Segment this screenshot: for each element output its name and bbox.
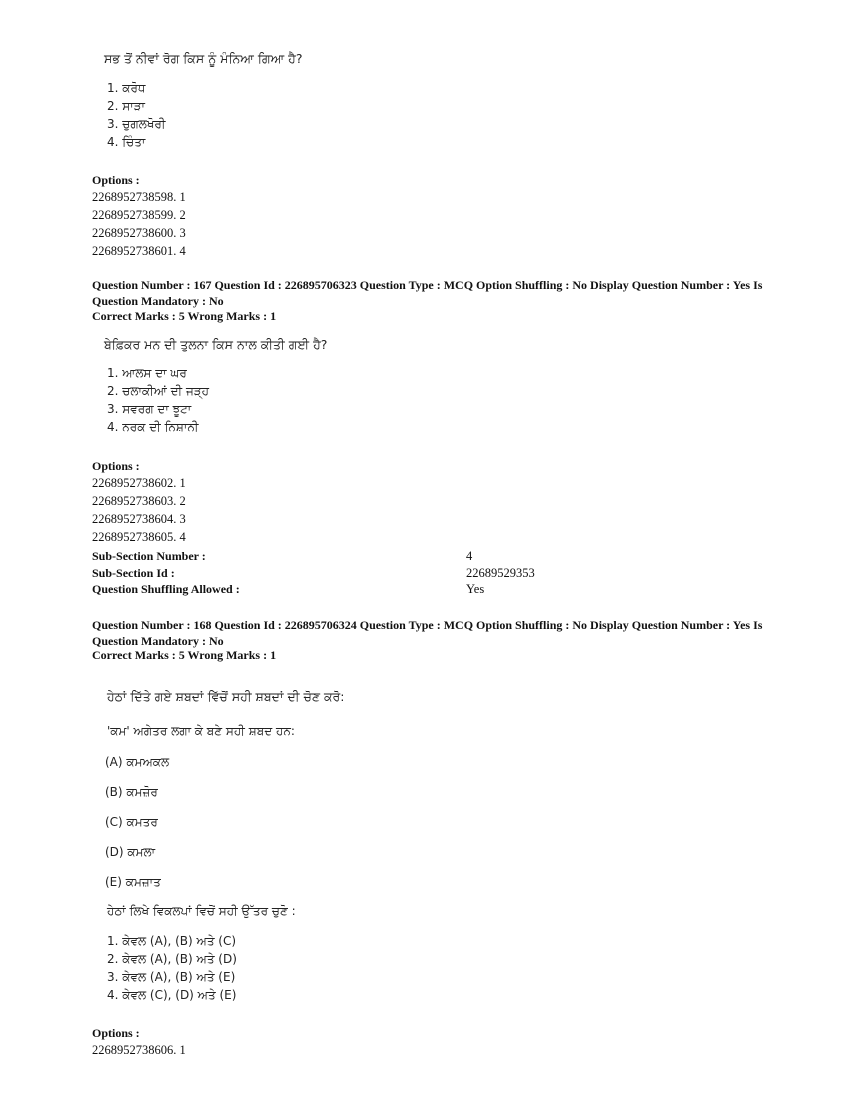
subsection-number-label: Sub-Section Number :: [92, 549, 206, 563]
q166-option-id-3: 2268952738600. 3: [92, 226, 186, 240]
q167-option-id-3: 2268952738604. 3: [92, 512, 186, 526]
subsection-number-value: 4: [466, 549, 473, 563]
q167-choice-3: 3. ਸਵਰਗ ਦਾ ਝੂਟਾ: [107, 402, 192, 416]
q168-item-c: (C) ਕਮਤਰ: [105, 815, 158, 829]
q167-option-id-2: 2268952738603. 2: [92, 494, 186, 508]
q167-choice-4: 4. ਨਰਕ ਦੀ ਨਿਸ਼ਾਨੀ: [107, 420, 199, 434]
q168-item-b: (B) ਕਮਜ਼ੋਰ: [105, 785, 158, 799]
q168-choice-4: 4. ਕੇਵਲ (C), (D) ਅਤੇ (E): [107, 988, 237, 1002]
q166-choice-2: 2. ਸਾੜਾ: [107, 99, 145, 113]
q166-choice-4: 4. ਚਿੰਤਾ: [107, 135, 146, 149]
q168-options-label: Options :: [92, 1026, 140, 1040]
question-shuffling-label: Question Shuffling Allowed :: [92, 582, 240, 596]
q167-choice-1: 1. ਆਲਸ ਦਾ ਘਰ: [107, 366, 187, 380]
q167-marks: Correct Marks : 5 Wrong Marks : 1: [92, 309, 277, 323]
q166-option-id-1: 2268952738598. 1: [92, 190, 186, 204]
q168-stem: 'ਕਮ' ਅਗੇਤਰ ਲਗਾ ਕੇ ਬਣੇ ਸਹੀ ਸ਼ਬਦ ਹਨ:: [107, 724, 295, 738]
q168-choice-2: 2. ਕੇਵਲ (A), (B) ਅਤੇ (D): [107, 952, 237, 966]
q168-prompt: ਹੇਠਾਂ ਲਿਖੇ ਵਿਕਲਪਾਂ ਵਿਚੋਂ ਸਹੀ ਉੱਤਰ ਚੁਣੋ :: [107, 904, 296, 918]
q167-options-label: Options :: [92, 459, 140, 473]
q168-option-id-1: 2268952738606. 1: [92, 1043, 186, 1057]
q168-choice-3: 3. ਕੇਵਲ (A), (B) ਅਤੇ (E): [107, 970, 236, 984]
q167-question-text: ਬੇਫ਼ਿਕਰ ਮਨ ਦੀ ਤੁਲਨਾ ਕਿਸ ਨਾਲ ਕੀਤੀ ਗਈ ਹੈ?: [104, 337, 328, 352]
q166-question-text: ਸਭ ਤੋਂ ਨੀਵਾਂ ਰੋਗ ਕਿਸ ਨੂੰ ਮੰਨਿਆ ਗਿਆ ਹੈ?: [104, 51, 303, 66]
q166-option-id-2: 2268952738599. 2: [92, 208, 186, 222]
q168-instruction: ਹੇਠਾਂ ਦਿੱਤੇ ਗਏ ਸ਼ਬਦਾਂ ਵਿੱਚੋਂ ਸਹੀ ਸ਼ਬਦਾਂ ਦੀ ਚੋਣ ਕਰੋ:: [107, 689, 345, 704]
subsection-id-label: Sub-Section Id :: [92, 566, 175, 580]
q167-meta: Question Number : 167 Question Id : 226895706323 Question Type : MCQ Option Shuffling : No Display Question Number : Yes Is Question Mandatory : No: [92, 278, 763, 308]
q168-item-e: (E) ਕਮਜ਼ਾਤ: [105, 875, 161, 889]
q168-item-d: (D) ਕਮਲਾ: [105, 845, 156, 859]
question-shuffling-value: Yes: [466, 582, 485, 596]
q167-option-id-1: 2268952738602. 1: [92, 476, 186, 490]
q168-meta: Question Number : 168 Question Id : 226895706324 Question Type : MCQ Option Shuffling : No Display Question Number : Yes Is Question Mandatory : No: [92, 618, 763, 648]
q166-option-id-4: 2268952738601. 4: [92, 244, 186, 258]
q167-option-id-4: 2268952738605. 4: [92, 530, 186, 544]
q166-choice-1: 1. ਕਰੋਧ: [107, 81, 146, 95]
subsection-id-value: 22689529353: [466, 566, 535, 580]
q166-choice-3: 3. ਚੁਗਲਖੋਰੀ: [107, 117, 166, 131]
q168-choice-1: 1. ਕੇਵਲ (A), (B) ਅਤੇ (C): [107, 934, 237, 948]
q168-marks: Correct Marks : 5 Wrong Marks : 1: [92, 648, 277, 662]
q166-options-label: Options :: [92, 173, 140, 187]
q168-item-a: (A) ਕਮਅਕਲ: [105, 755, 170, 769]
q167-choice-2: 2. ਚਲਾਕੀਆਂ ਦੀ ਜੜ੍ਹ: [107, 384, 210, 398]
